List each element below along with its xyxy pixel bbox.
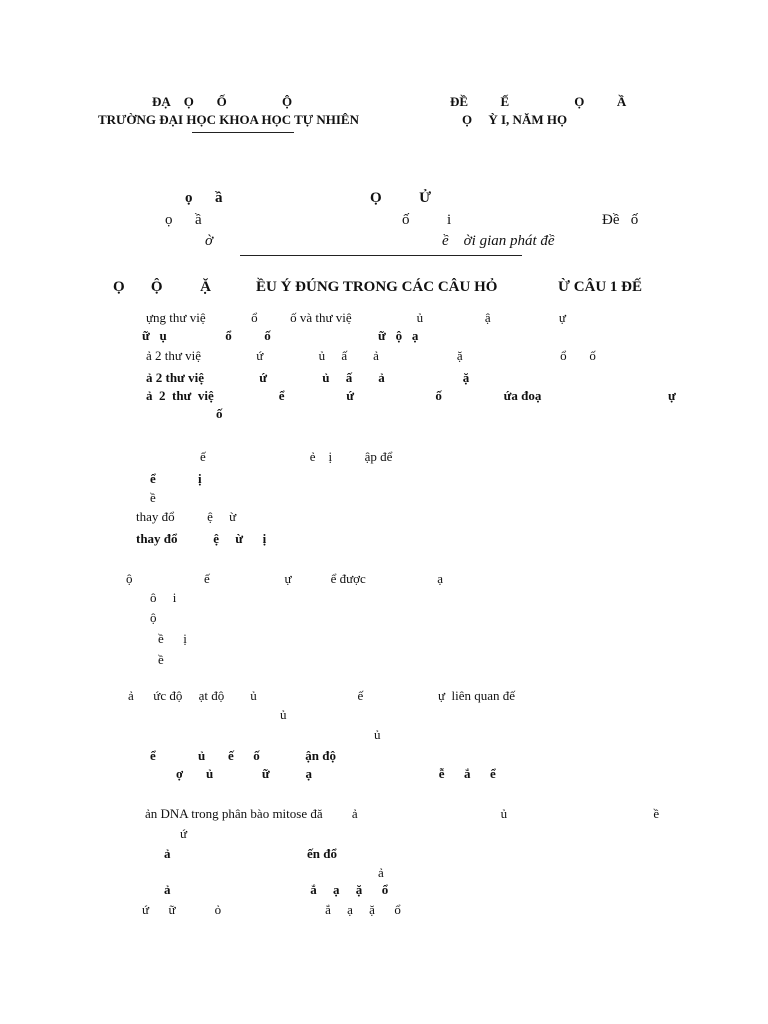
question-2-stem: ế ẻ ị ập để (200, 449, 393, 464)
question-5-option-e: ứ ữ ỏ ắ ạ ặ ổ (142, 902, 401, 917)
section-title-middle: ỀU Ý ĐÚNG TRONG CÁC CÂU HỎ (256, 279, 498, 295)
header-left-line1: ĐẠ Ọ Ố Ộ (152, 94, 293, 109)
question-1-stem: ựng thư việ ổ ố và thư việ ủ ậ ự (146, 310, 566, 325)
question-4-option-d: ợ ủ ữ ạ ễ ắ ể (176, 766, 496, 781)
question-3-option-c: ề ị (158, 631, 187, 646)
question-2-option-d: thay đổ ệ ừ ị (136, 531, 267, 546)
exam-info-line1-a: ọ ầ (185, 190, 223, 206)
question-3-stem: ộ ế ự ể được ạ (126, 571, 444, 586)
question-1-option-b: ả 2 thư việ ứ ủ ấ ả ặ ổ ố (146, 348, 596, 363)
exam-info-line2-a: ọ ầ (165, 212, 202, 228)
question-4-option-c: ể ủ ế ố ận độ (150, 748, 336, 763)
question-5-option-c: ả (378, 865, 384, 880)
exam-info-line3-a: ờ (205, 233, 214, 249)
exam-info-line2-c: Đề ố (602, 212, 639, 228)
exam-info-underline (240, 255, 522, 256)
question-1-option-d: ả 2 thư việ ể ứ ố ứa đoạ (146, 388, 542, 403)
header-right-line2: Ọ Ỳ I, NĂM HỌ (462, 112, 568, 127)
question-5-option-d: ả ắ ạ ặ ổ (164, 882, 389, 897)
question-1-option-d-tail: ự (668, 388, 676, 403)
question-2-option-b: ề (150, 490, 156, 505)
question-3-option-d: ề (158, 652, 164, 667)
question-2-option-a: ể ị (150, 471, 202, 486)
exam-info-line2-b: ố i (402, 212, 452, 228)
question-3-option-b: ộ (150, 610, 157, 625)
question-4-option-b: ủ (374, 727, 381, 742)
question-4-stem: ả ức độ ạt độ ủ ế ự liên quan đế (128, 688, 516, 703)
section-title-right: Ừ CÂU 1 ĐẾ (558, 279, 643, 295)
question-2-option-c: thay đổ ệ ừ (136, 509, 237, 524)
exam-info-line1-b: Ọ Ử (370, 190, 432, 206)
question-1-option-c: ả 2 thư việ ứ ủ ấ ả ặ (146, 370, 470, 385)
exam-info-line3-b: ề ời gian phát đề (442, 233, 555, 249)
question-4-option-a: ủ (280, 707, 287, 722)
question-1-option-a: ữ ụ ổ ố ữ ộ ạ (142, 328, 419, 343)
question-5-option-b: ả ến đổ (164, 846, 337, 861)
question-3-option-a: ô i (150, 590, 177, 605)
section-title-left: Ọ Ộ Ặ (113, 279, 211, 295)
header-left-line2: TRƯỜNG ĐẠI HỌC KHOA HỌC TỰ NHIÊN (98, 112, 359, 127)
header-right-line1: ĐỀ Ế Ọ Ầ (450, 94, 627, 109)
question-1-option-d-cont: ố (216, 406, 223, 421)
question-5-option-a: ứ (180, 826, 188, 841)
header-left-underline (192, 132, 294, 133)
question-5-stem: ản DNA trong phân bào mitose đă ả ủ ề (145, 806, 660, 821)
